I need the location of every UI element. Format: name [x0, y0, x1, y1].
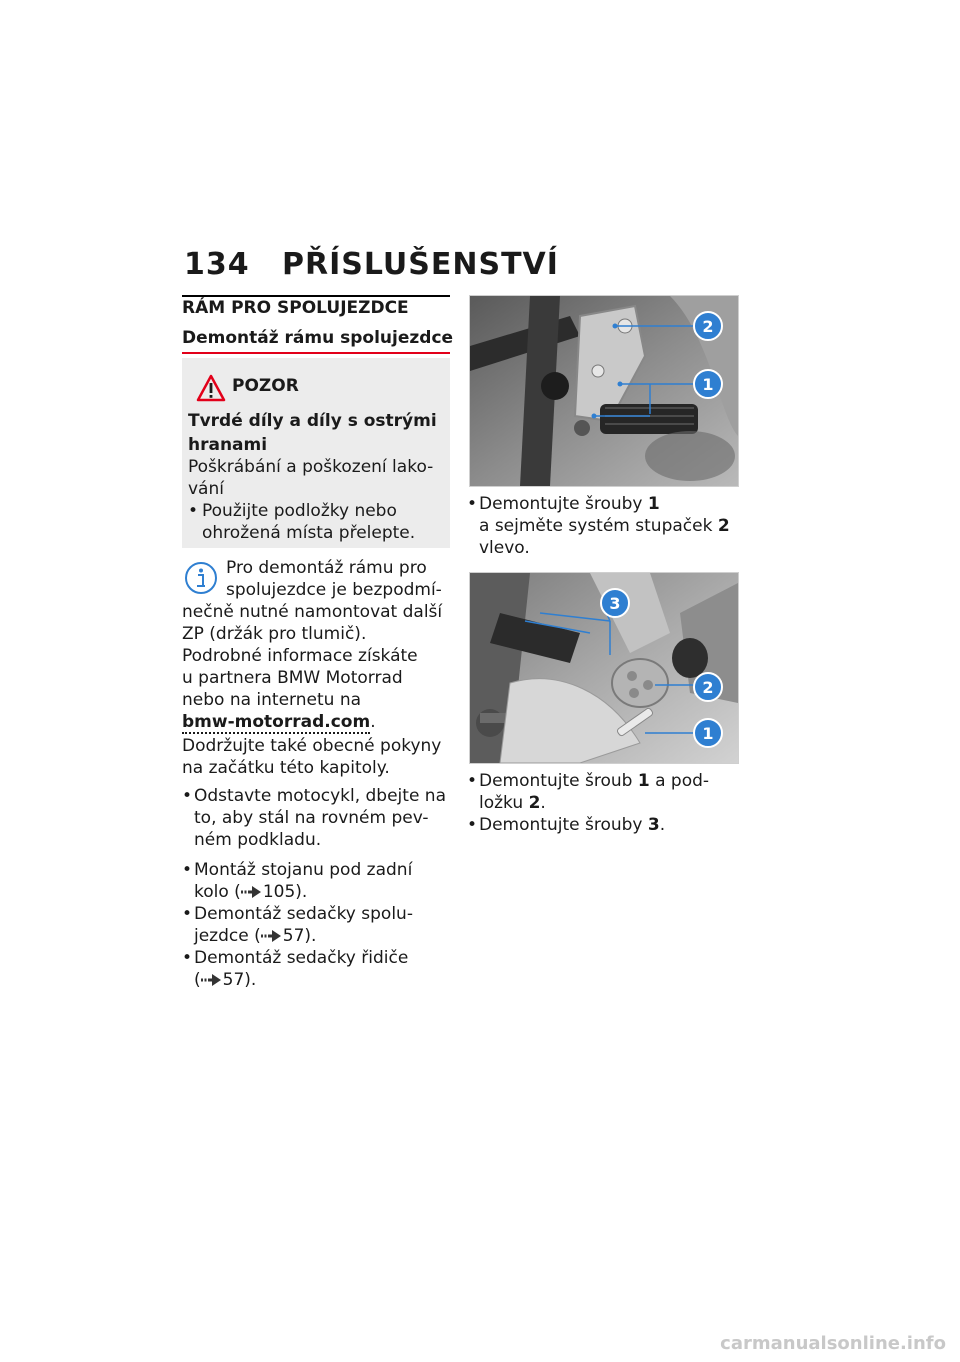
warning-bullet-marker: • [188, 501, 199, 521]
watermark: carmanualsonline.info [720, 1333, 946, 1354]
bullet-icon: • [182, 786, 193, 806]
part-number-ref: 1 [637, 771, 650, 791]
bullet-icon: • [467, 494, 478, 514]
step-remove-screw-line2-post: . [540, 793, 546, 813]
warning-bullet-line2: ohrožená místa přelepte. [202, 523, 416, 543]
callout-1-label: 1 [702, 375, 714, 394]
info-link-suffix: . [370, 712, 376, 732]
step-rear-stand [182, 859, 450, 905]
subsection-title: Demontáž rámu spolujezdce [182, 328, 454, 348]
warning-bullet-line1: Použijte podložky nebo [202, 501, 397, 521]
part-number-ref: 2 [528, 793, 541, 813]
step-remove-screw-line2: ložku [479, 793, 529, 813]
page-reference-arrow-icon [261, 929, 283, 943]
callout-3-label: 3 [609, 594, 621, 613]
bullet-icon: • [182, 860, 193, 880]
step-rear-stand-pre: kolo ( [194, 882, 241, 902]
info-link-row [182, 711, 376, 733]
photo-footrest-system [469, 295, 739, 487]
info-line4: ZP (držák pro tlumič). [182, 624, 367, 644]
warning-triangle-icon [196, 374, 226, 402]
step-park [182, 785, 450, 855]
step-rider-seat-pre: ( [194, 970, 201, 990]
part-number-ref: 1 [647, 494, 660, 514]
step-remove-screws-3 [467, 814, 747, 838]
info-line8: Dodržujte také obecné pokyny [182, 736, 442, 756]
part-number-ref: 3 [647, 815, 660, 835]
bmw-motorrad-link[interactable]: bmw-motorrad.com [182, 712, 371, 732]
step-remove-footrest-line1: Demontujte šrouby [479, 494, 648, 514]
info-line3: nečně nutné namontovat další [182, 602, 443, 622]
step-rear-stand-line1: Montáž stojanu pod zadní [194, 860, 413, 880]
step-rider-seat-line1: Demontáž sedačky řidiče [194, 948, 409, 968]
page-reference-arrow-icon [241, 885, 263, 899]
photo-frame-screws [469, 572, 739, 764]
section-rule [182, 295, 450, 297]
page-number: 134 [184, 247, 250, 282]
page-reference-arrow-icon [201, 973, 223, 987]
step-rider-seat-ref[interactable]: 57). [222, 970, 257, 990]
info-icon [184, 561, 218, 595]
step-park-line2: to, aby stál na rovném pev- [194, 808, 429, 828]
step-rider-seat [182, 947, 450, 993]
warning-heading-line1: Tvrdé díly a díly s ostrými [188, 411, 437, 431]
step-remove-footrest [467, 493, 747, 563]
info-line2: spolujezdce je bezpodmí- [226, 580, 442, 600]
section-title: RÁM PRO SPOLUJEZDCE [182, 298, 409, 318]
info-line7: nebo na internetu na [182, 690, 362, 710]
step-passenger-seat [182, 903, 450, 949]
callout-1-label: 1 [702, 724, 714, 743]
warning-heading-line2: hranami [188, 435, 268, 455]
bullet-icon: • [182, 904, 193, 924]
part-number-ref: 2 [717, 516, 730, 536]
step-remove-screw-line1: Demontujte šroub [479, 771, 638, 791]
info-line9: na začátku této kapitoly. [182, 758, 390, 778]
chapter-title: PŘÍSLUŠENSTVÍ [282, 247, 559, 282]
step-remove-footrest-line2: a sejměte systém stupaček [479, 516, 718, 536]
info-line5: Podrobné informace získáte [182, 646, 418, 666]
bullet-icon: • [467, 815, 478, 835]
info-line1: Pro demontáž rámu pro [226, 558, 427, 578]
step-remove-screws-3-line1: Demontujte šrouby [479, 815, 648, 835]
step-park-line1: Odstavte motocykl, dbejte na [194, 786, 446, 806]
callout-2-label: 2 [702, 678, 714, 697]
bullet-icon: • [182, 948, 193, 968]
step-remove-screws-3-post: . [659, 815, 666, 835]
warning-text-line2: vání [188, 479, 224, 499]
step-remove-screw-washer [467, 770, 747, 816]
warning-text-line1: Poškrábání a poškození lako- [188, 457, 434, 477]
warning-label: POZOR [232, 376, 299, 396]
photo-footrest-illustration [470, 296, 738, 486]
callout-2-label: 2 [702, 317, 714, 336]
step-passenger-seat-ref[interactable]: 57). [282, 926, 317, 946]
step-passenger-seat-line1: Demontáž sedačky spolu- [194, 904, 413, 924]
step-rear-stand-ref[interactable]: 105). [262, 882, 308, 902]
bullet-icon: • [467, 771, 478, 791]
subsection-rule [182, 352, 450, 354]
step-park-line3: ném podkladu. [194, 830, 322, 850]
step-remove-screw-line1-post: a pod- [649, 771, 710, 791]
step-passenger-seat-pre: jezdce ( [194, 926, 261, 946]
step-remove-footrest-line3: vlevo. [479, 538, 530, 558]
photo-frame-illustration [470, 573, 738, 763]
info-line6: u partnera BMW Motorrad [182, 668, 403, 688]
